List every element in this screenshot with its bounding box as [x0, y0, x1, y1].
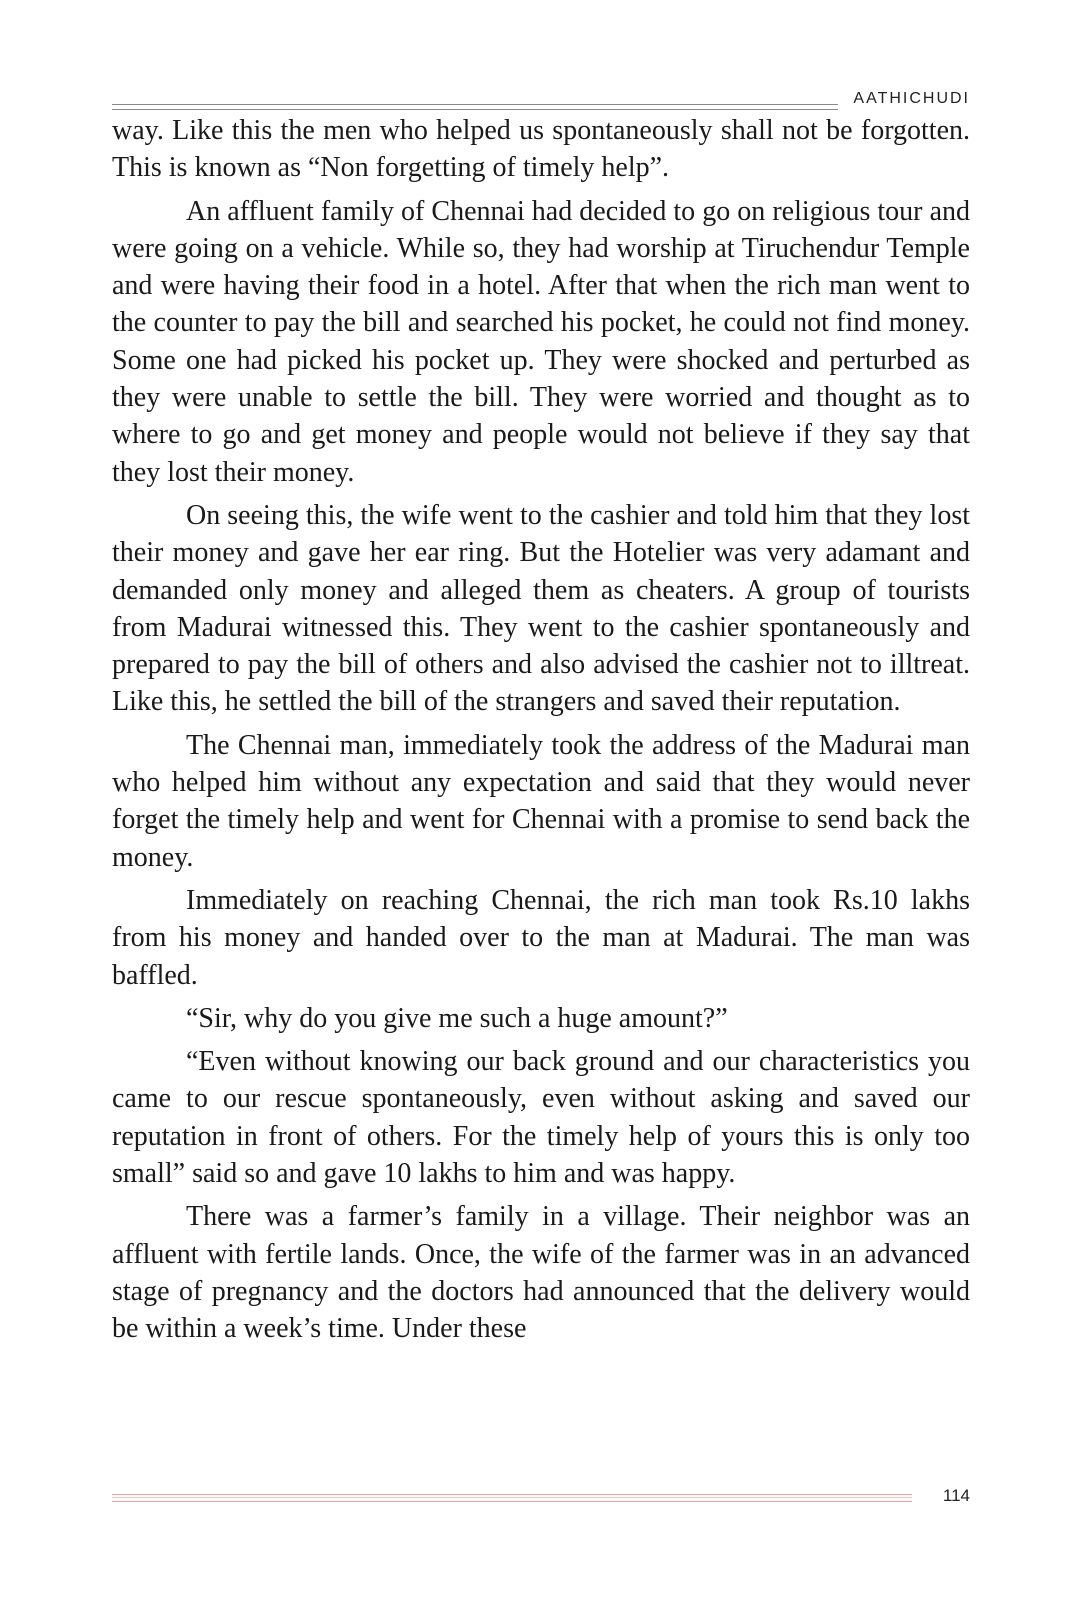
- paragraph-continued: way. Like this the men who helped us spontaneously shall not be forgotten. This is known as “Non forgetting of timely help”.: [112, 115, 970, 184]
- page-number: 114: [942, 1486, 970, 1505]
- paragraph: The Chennai man, immediately took the address of the Madurai man who helped him without any expectation and said that they would never forget the timely help and went for Chennai with a promise to send back the money.: [112, 729, 970, 873]
- paragraph: On seeing this, the wife went to the cashier and told him that they lost their money and gave her ear ring. But the Hotelier was very adamant and demanded only money and alleged them as cheaters. A group of tourists from Madurai witnessed this. They went to the cashier spontaneously and prepared to pay the bill of others and also advised the cashier not to illtreat. Like this, he settled the bill of the strangers and saved their reputation.: [112, 499, 970, 718]
- paragraph: Immediately on reaching Chennai, the rich man took Rs.10 lakhs from his money and handed over to the man at Madurai. The man was baffled.: [112, 884, 970, 991]
- page-body: [112, 112, 970, 1354]
- book-title: AATHICHUDI: [853, 90, 970, 107]
- paragraph: “Sir, why do you give me such a huge amount?”: [186, 1002, 728, 1034]
- page-footer: [112, 1486, 970, 1510]
- footer-rule: [112, 1494, 912, 1502]
- paragraph: There was a farmer’s family in a village. Their neighbor was an affluent with fertile lands. Once, the wife of the farmer was in an advanced stage of pregnancy and the doctors had announced that the delivery would be within a week’s time. Under these: [112, 1201, 970, 1345]
- header-rule: [112, 104, 838, 110]
- paragraph: An affluent family of Chennai had decided to go on religious tour and were going on a vehicle. While so, they had worship at Tiruchendur Temple and were having their food in a hotel. After that when the rich man went to the counter to pay the bill and searched his pocket, he could not find money. Some one had picked his pocket up. They were shocked and perturbed as they were unable to settle the bill. They were worried and thought as to where to go and get money and people would not believe if they say that they lost their money.: [112, 195, 970, 488]
- paragraph: “Even without knowing our back ground and our characteristics you came to our rescue spontaneously, even without asking and saved our reputation in front of others. For the timely help of yours this is only too small” said so and gave 10 lakhs to him and was happy.: [112, 1046, 970, 1190]
